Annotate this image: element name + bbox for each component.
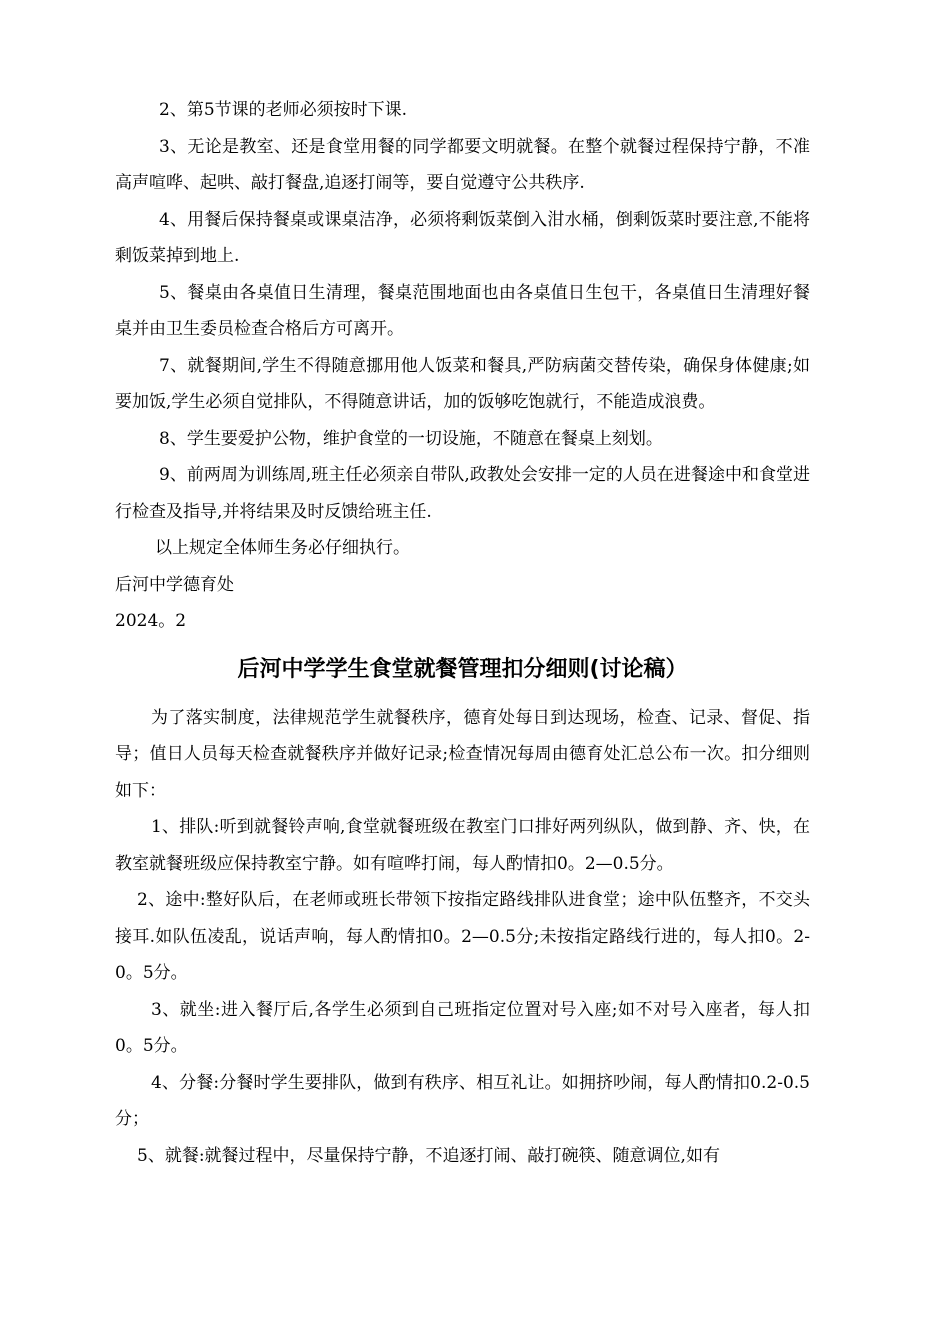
rule-item: 9、前两周为训练周,班主任必须亲自带队,政教处会安排一定的人员在进餐途中和食堂进行检查及指导,并将结果及时反馈给班主任.: [115, 465, 810, 522]
signature: 后河中学德育处: [115, 574, 234, 595]
deduction-item: 1、排队:听到就餐铃声响,食堂就餐班级在教室门口排好两列纵队，做到静、齐、快，在教室就餐班级应保持教室宁静。如有喧哗打闹，每人酌情扣0。2—0.5分。: [115, 817, 810, 874]
deduction-item: 2、途中:整好队后，在老师或班长带领下按指定路线排队进食堂；途中队伍整齐，不交头接耳.如队伍凌乱，说话声响，每人酌情扣0。2—0.5分;未按指定路线行进的，每人扣0。2-0。5分。: [115, 890, 810, 983]
deduction-item: 4、分餐:分餐时学生要排队，做到有秩序、相互礼让。如拥挤吵闹，每人酌情扣0.2-0.5分；: [115, 1072, 810, 1129]
rule-item: 3、无论是教室、还是食堂用餐的同学都要文明就餐。在整个就餐过程保持宁静，不准高声喧哗、起哄、敲打餐盘,追逐打闹等，要自觉遵守公共秩序.: [115, 136, 810, 193]
section-title: 后河中学学生食堂就餐管理扣分细则(讨论稿）: [237, 656, 688, 682]
rule-item: 4、用餐后保持餐桌或课桌洁净，必须将剩饭菜倒入泔水桶，倒剩饭菜时要注意,不能将剩饭菜掉到地上.: [115, 209, 810, 266]
rule-item: 7、就餐期间,学生不得随意挪用他人饭菜和餐具,严防病菌交替传染，确保身体健康;如要加饭,学生必须自觉排队，不得随意讲话，加的饭够吃饱就行，不能造成浪费。: [115, 355, 810, 412]
rule-item: 2、第5节课的老师必须按时下课.: [159, 100, 408, 120]
closing-statement: 以上规定全体师生务必仔细执行。: [155, 538, 410, 558]
document-date: 2024。2: [115, 611, 187, 631]
rule-item: 5、餐桌由各桌值日生清理，餐桌范围地面也由各桌值日生包干，各桌值日生清理好餐桌并由卫生委员检查合格后方可离开。: [115, 282, 810, 339]
document-body: [115, 92, 810, 1174]
intro-paragraph: 为了落实制度，法律规范学生就餐秩序，德育处每日到达现场，检查、记录、督促、指导；值日人员每天检查就餐秩序并做好记录;检查情况每周由德育处汇总公布一次。扣分细则如下：: [115, 707, 810, 801]
deduction-item: 5、就餐:就餐过程中，尽量保持宁静，不追逐打闹、敲打碗筷、随意调位,如有: [137, 1145, 720, 1166]
deduction-item: 3、就坐:进入餐厅后,各学生必须到自己班指定位置对号入座;如不对号入座者，每人扣0。5分。: [115, 999, 810, 1056]
rule-item: 8、学生要爱护公物，维护食堂的一切设施，不随意在餐桌上刻划。: [159, 428, 663, 449]
